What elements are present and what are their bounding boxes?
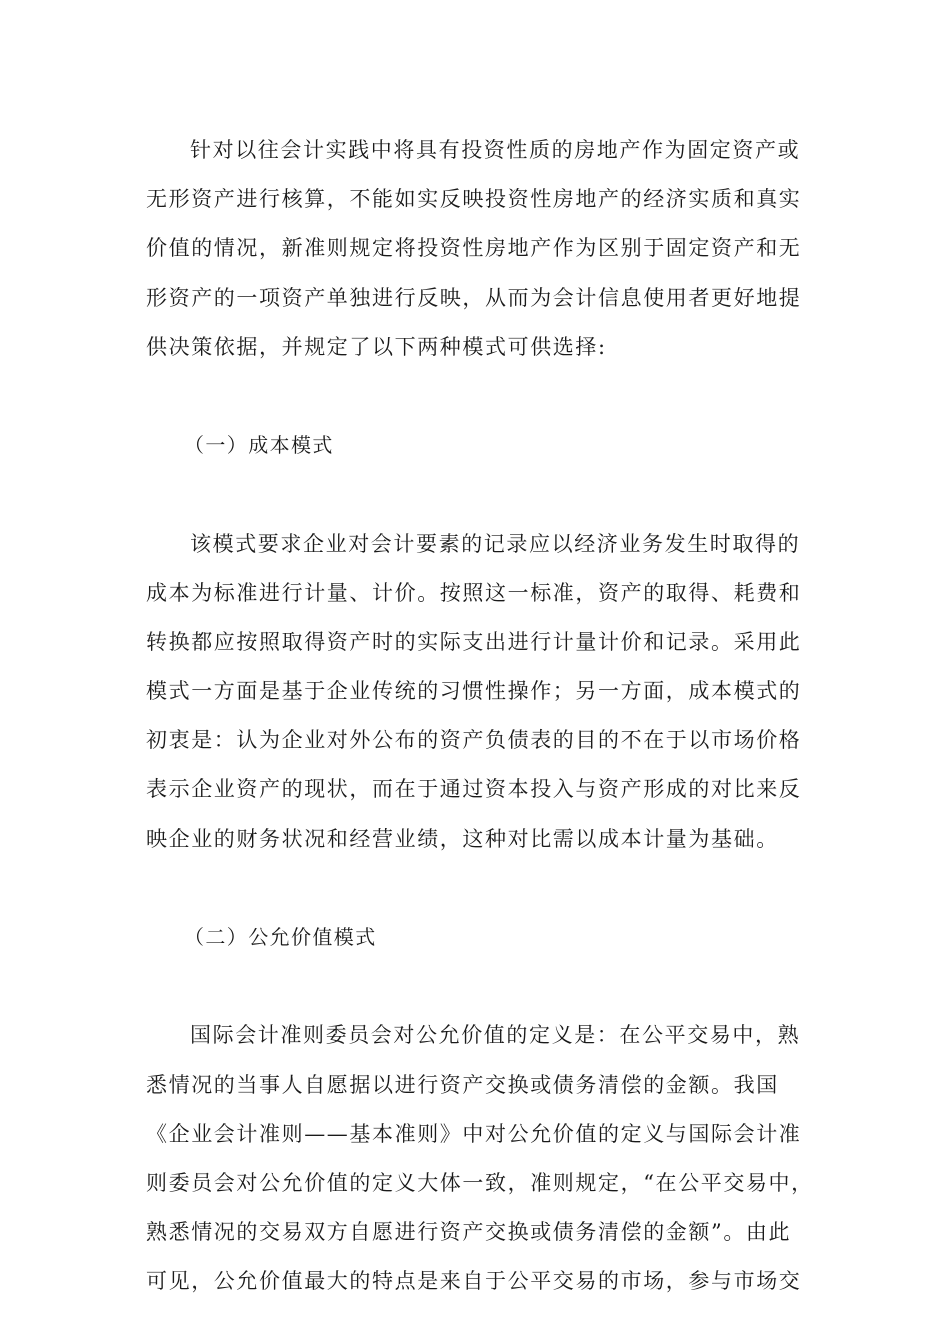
paragraph-gap — [146, 372, 806, 421]
document-body — [146, 126, 814, 1307]
section-heading-cost-model: （一）成本模式 — [184, 433, 334, 458]
paragraph-cost-model — [146, 520, 806, 864]
text-line: 价值的情况，新准则规定将投资性房地产作为区别于固定资产和无 — [146, 236, 802, 261]
paragraph-gap — [146, 962, 806, 1011]
text-line: 映企业的财务状况和经营业绩，这种对比需以成本计量为基础。 — [146, 826, 779, 851]
text-line: 针对以往会计实践中将具有投资性质的房地产作为固定资产或 — [190, 138, 801, 162]
text-line: 可见，公允价值最大的特点是来自于公平交易的市场，参与市场交 — [146, 1269, 802, 1294]
text-line: 模式一方面是基于企业传统的习惯性操作；另一方面，成本模式的 — [146, 679, 802, 704]
text-line: 则委员会对公允价值的定义大体一致，准则规定，“在公平交易中， — [146, 1170, 814, 1195]
text-line: 悉情况的当事人自愿据以进行资产交换或债务清偿的金额。我国 — [146, 1072, 779, 1097]
paragraph-investment-property — [146, 126, 806, 372]
text-line: 表示企业资产的现状，而在于通过资本投入与资产形成的对比来反 — [146, 777, 802, 802]
text-line: 熟悉情况的交易双方自愿进行资产交换或债务清偿的金额”。由此 — [146, 1220, 792, 1245]
text-line: 形资产的一项资产单独进行反映，从而为会计信息使用者更好地提 — [146, 285, 802, 310]
text-line: 供决策依据，并规定了以下两种模式可供选择: — [146, 334, 607, 359]
text-line: 《企业会计准则——基本准则》中对公允价值的定义与国际会计准 — [146, 1121, 802, 1146]
text-line: 转换都应按照取得资产时的实际支出进行计量计价和记录。采用此 — [146, 629, 802, 654]
paragraph-fair-value-model — [146, 1011, 814, 1306]
text-line: 该模式要求企业对会计要素的记录应以经济业务发生时取得的 — [190, 531, 801, 556]
text-line: 国际会计准则委员会对公允价值的定义是：在公平交易中，熟 — [190, 1023, 801, 1048]
paragraph-gap — [146, 864, 806, 913]
text-line: 初衷是：认为企业对外公布的资产负债表的目的不在于以市场价格 — [146, 728, 802, 753]
paragraph-gap — [146, 470, 806, 519]
text-line: 无形资产进行核算，不能如实反映投资性房地产的经济实质和真实 — [146, 187, 802, 212]
section-heading-fair-value-model: （二）公允价值模式 — [184, 925, 377, 949]
text-line: 成本为标准进行计量、计价。按照这一标准，资产的取得、耗费和 — [146, 580, 802, 605]
